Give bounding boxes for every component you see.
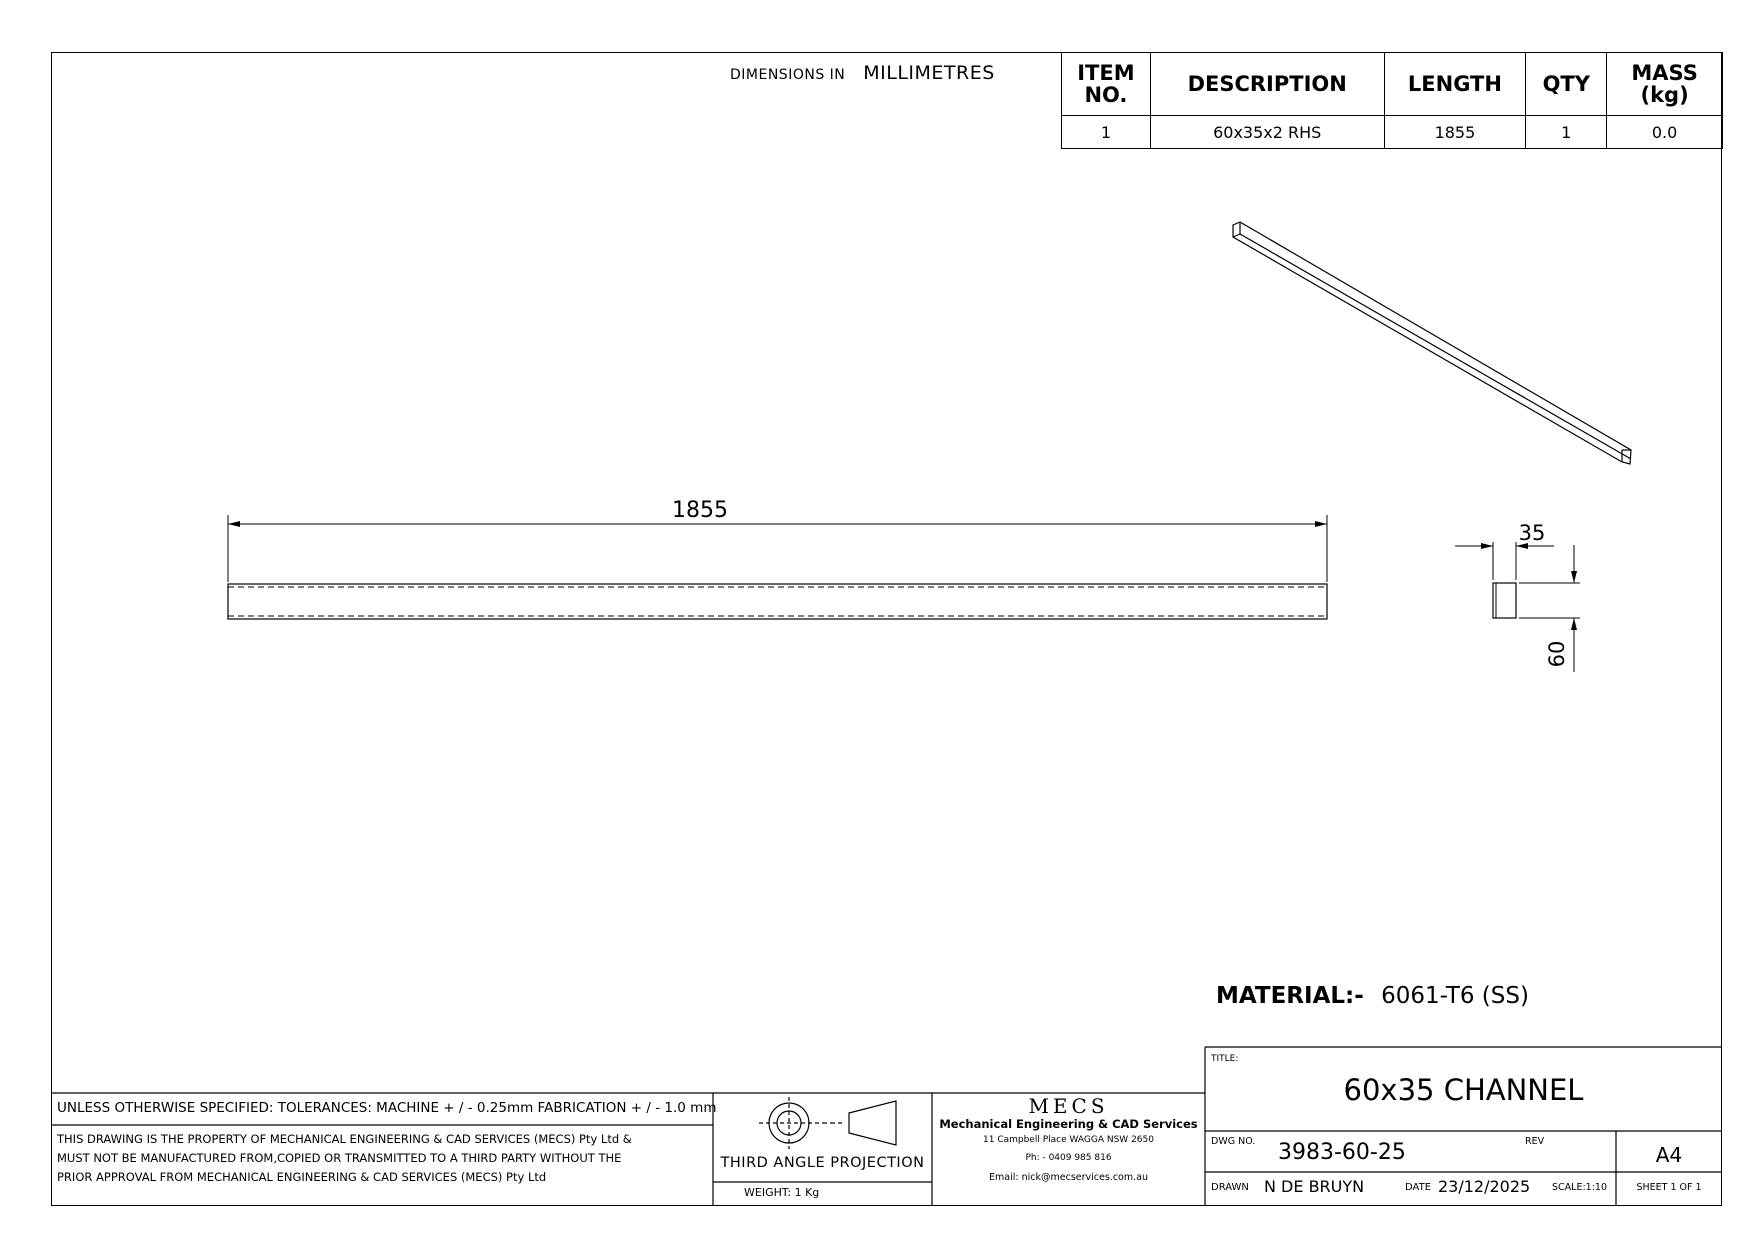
bom-header-qty: QTY: [1526, 53, 1607, 116]
company-block: [932, 1096, 1205, 1188]
isometric-view: [1233, 222, 1631, 464]
drawing-date: 23/12/2025: [1438, 1177, 1531, 1196]
property-notice-line: THIS DRAWING IS THE PROPERTY OF MECHANICAL ENGINEERING & CAD SERVICES (MECS) Pty Ltd &: [57, 1132, 632, 1146]
drawing-title: 60x35 CHANNEL: [1343, 1073, 1584, 1107]
dimensions-unit: MILLIMETRES: [863, 62, 995, 84]
date-label: DATE: [1405, 1182, 1432, 1193]
bom-cell-item: 1: [1062, 116, 1151, 149]
sheet-number: SHEET 1 OF 1: [1636, 1182, 1702, 1193]
rev-label: REV: [1525, 1136, 1545, 1147]
dwg-no: 3983-60-25: [1278, 1140, 1406, 1165]
tolerances-note: UNLESS OTHERWISE SPECIFIED: TOLERANCES: MACHINE + / - 0.25mm FABRICATION + / - 1.0 mm: [57, 1100, 717, 1116]
bom-header-length: LENGTH: [1384, 53, 1526, 116]
bom-header-mass: MASS (kg): [1607, 53, 1723, 116]
material-label: MATERIAL:-: [1216, 983, 1364, 1009]
property-notice-line: PRIOR APPROVAL FROM MECHANICAL ENGINEERING & CAD SERVICES (MECS) Pty Ltd: [57, 1170, 547, 1184]
bom-header-item: ITEM NO.: [1062, 53, 1151, 116]
bom-cell-mass: 0.0: [1607, 116, 1723, 149]
width-dimension: 35: [1518, 521, 1546, 545]
height-dimension: 60: [1545, 640, 1569, 668]
property-notice-line: MUST NOT BE MANUFACTURED FROM,COPIED OR TRANSMITTED TO A THIRD PARTY WITHOUT THE: [57, 1151, 622, 1165]
dwg-no-label: DWG NO.: [1211, 1136, 1256, 1147]
company-name: Mechanical Engineering & CAD Services: [939, 1117, 1198, 1131]
sheet-size: A4: [1655, 1143, 1683, 1167]
bom-cell-length: 1855: [1384, 116, 1526, 149]
projection-symbol-icon: [759, 1097, 896, 1149]
title-label: TITLE:: [1211, 1054, 1239, 1064]
material-value: 6061-T6 (SS): [1381, 983, 1529, 1009]
front-view: [228, 515, 1327, 619]
company-phone: Ph: - 0409 985 816: [1025, 1153, 1112, 1163]
bom-header-description: DESCRIPTION: [1150, 53, 1384, 116]
bom-cell-qty: 1: [1526, 116, 1607, 149]
property-notice: [57, 1130, 632, 1187]
scale-label: SCALE:1:10: [1552, 1182, 1607, 1193]
company-email: Email: nick@mecservices.com.au: [989, 1172, 1148, 1183]
company-logo: MECS: [1028, 1094, 1109, 1118]
dimensions-label: DIMENSIONS IN: [730, 67, 846, 83]
weight-label: WEIGHT: 1 Kg: [744, 1186, 820, 1199]
drawn-by: N DE BRUYN: [1264, 1177, 1365, 1196]
bom-cell-description: 60x35x2 RHS: [1150, 116, 1384, 149]
length-dimension: 1855: [672, 498, 728, 523]
drawn-label: DRAWN: [1211, 1182, 1249, 1193]
company-address: 11 Campbell Place WAGGA NSW 2650: [983, 1135, 1154, 1145]
material-note: [1216, 983, 1529, 1009]
projection-label: THIRD ANGLE PROJECTION: [720, 1155, 925, 1171]
